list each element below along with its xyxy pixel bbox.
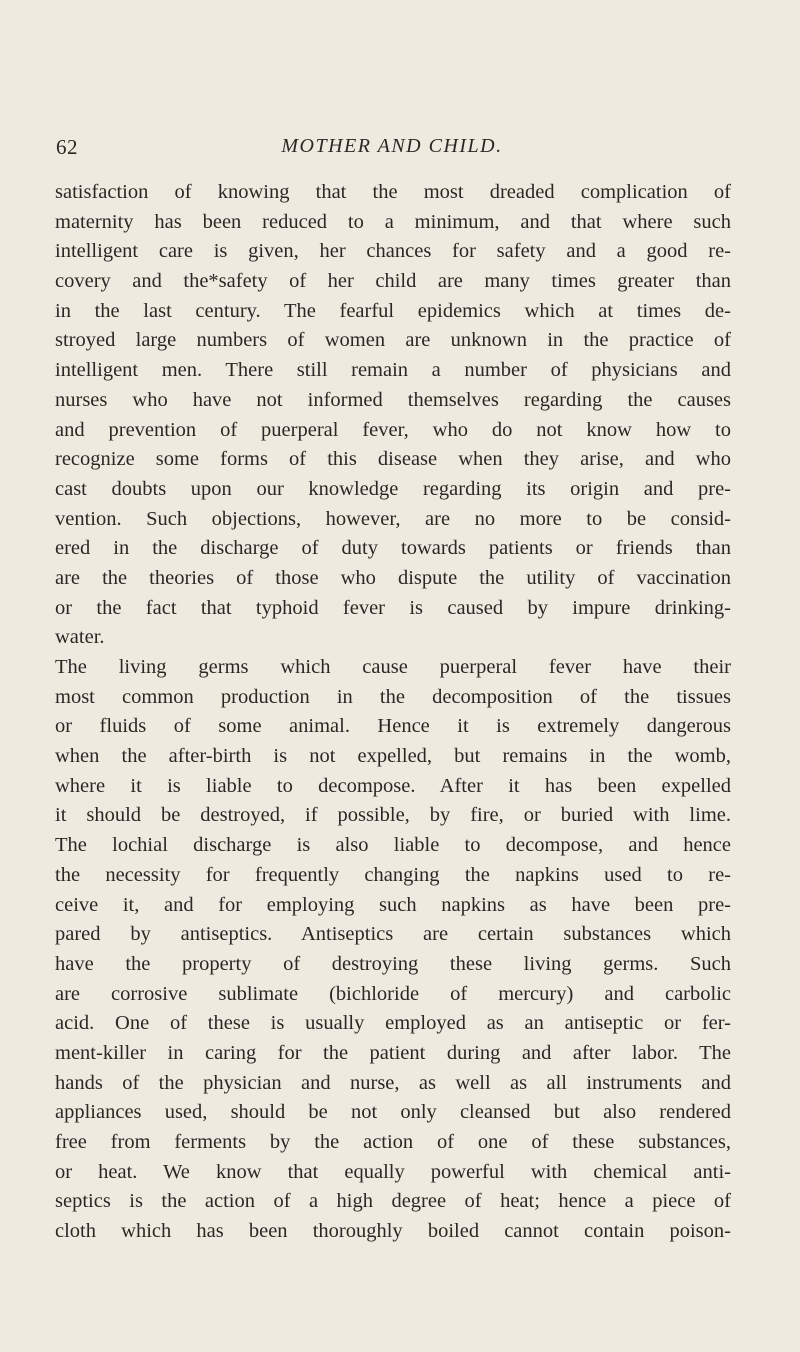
text-line: stroyed large numbers of women are unknown in the practice of: [55, 329, 731, 352]
text-line: free from ferments by the action of one of these substances,: [55, 1131, 731, 1153]
text-line: cloth which has been thoroughly boiled cannot contain poison-: [55, 1220, 731, 1243]
text-line: acid. One of these is usually employed as an antiseptic or fer-: [55, 1012, 731, 1035]
text-line: pared by antiseptics. Antiseptics are certain substances which: [55, 923, 731, 946]
body-text: [55, 178, 731, 1247]
text-line: intelligent men. There still remain a number of physicians and: [55, 359, 731, 382]
text-line: and prevention of puerperal fever, who do not know how to: [55, 418, 731, 441]
text-line: intelligent care is given, her chances for safety and a good re-: [55, 240, 731, 263]
text-line: recognize some forms of this disease when they arise, and who: [55, 448, 731, 471]
text-line: satisfaction of knowing that the most dreaded complication of: [55, 181, 731, 203]
text-line: when the after-birth is not expelled, but remains in the womb,: [55, 745, 731, 768]
text-line: vention. Such objections, however, are no more to be consid-: [55, 507, 731, 530]
text-line: have the property of destroying these living germs. Such: [55, 952, 731, 975]
text-line: where it is liable to decompose. After it has been expelled: [55, 774, 731, 797]
text-line: the necessity for frequently changing the napkins used to re-: [55, 863, 731, 886]
text-line: or the fact that typhoid fever is caused by impure drinking-: [55, 596, 731, 619]
running-head: [56, 135, 728, 165]
text-line: water.: [55, 626, 105, 649]
text-line: nurses who have not informed themselves regarding the causes: [55, 388, 731, 411]
text-line: or heat. We know that equally powerful with chemical anti-: [55, 1160, 731, 1183]
text-line: are corrosive sublimate (bichloride of mercury) and carbolic: [55, 982, 731, 1005]
text-line: The lochial discharge is also liable to decompose, and hence: [55, 834, 731, 857]
text-line: ered in the discharge of duty towards patients or friends than: [55, 537, 731, 560]
text-line: cast doubts upon our knowledge regarding its origin and pre-: [55, 477, 731, 500]
text-line: The living germs which cause puerperal fever have their: [55, 656, 731, 678]
text-line: most common production in the decomposition of the tissues: [55, 685, 731, 708]
text-line: ceive it, and for employing such napkins as have been pre-: [55, 893, 731, 916]
text-line: it should be destroyed, if possible, by fire, or buried with lime.: [55, 804, 731, 827]
text-line: maternity has been reduced to a minimum, and that where such: [55, 210, 731, 233]
text-line: are the theories of those who dispute the utility of vaccination: [55, 566, 731, 589]
running-title: MOTHER AND CHILD.: [281, 135, 503, 157]
text-line: ment-killer in caring for the patient during and after labor. The: [55, 1041, 731, 1064]
text-line: covery and the*safety of her child are many times greater than: [55, 270, 731, 293]
text-line: appliances used, should be not only cleansed but also rendered: [55, 1101, 731, 1124]
text-line: septics is the action of a high degree of heat; hence a piece of: [55, 1190, 731, 1213]
text-line: hands of the physician and nurse, as well as all instruments and: [55, 1071, 731, 1094]
page-number: 62: [56, 135, 78, 159]
text-line: in the last century. The fearful epidemics which at times de-: [55, 299, 731, 322]
text-line: or fluids of some animal. Hence it is extremely dangerous: [55, 715, 731, 738]
